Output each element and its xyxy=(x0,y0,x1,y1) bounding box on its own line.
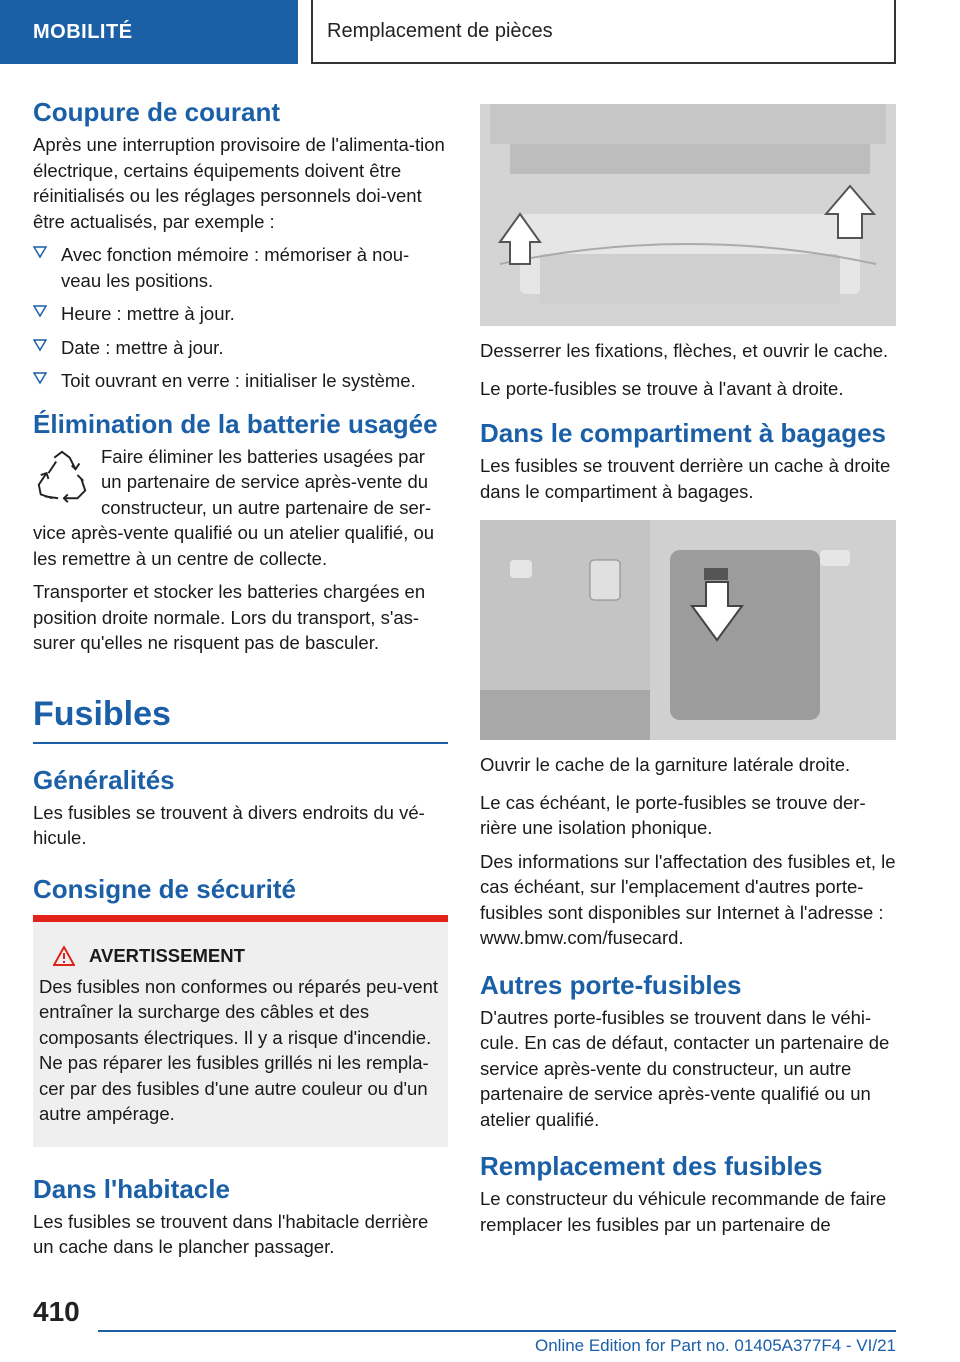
warning-label: AVERTISSEMENT xyxy=(89,944,245,966)
warning-text: Des fusibles non conformes ou réparés peu-vent entraîner la surcharge des câbles et des composants électriques. Il y a risque d'incendie. Ne pas réparer les fusibles grillés ni les rempla-cer par des fusibles d'une autre couleur ou d'un autre ampérage. xyxy=(39,975,438,1124)
autres-text: D'autres porte-fusibles se trouvent dans le véhi-cule. En cas de défaut, contacter un partenaire de service après-vente du constructeur, un autre partenaire de service après-vente qualifié ou un atelier qualifié. xyxy=(480,1006,890,1130)
recycle-icon xyxy=(33,448,91,506)
right-text-3: Des informations sur l'affectation des fusibles et, le cas échéant, sur l'emplacement d'autres porte-fusibles sont disponibles sur Internet à l'adresse : www.bmw.com/fusecard. xyxy=(480,850,896,948)
heading-fusibles: Fusibles xyxy=(33,694,171,733)
bullet-list xyxy=(33,242,448,394)
photo-passenger-floor xyxy=(480,104,896,326)
bullet-triangle-icon xyxy=(33,371,47,385)
footer-rule xyxy=(98,1330,896,1332)
photo-illustration xyxy=(480,520,896,740)
list-item-text: Avec fonction mémoire : mémoriser à nou-veau les positions. xyxy=(61,244,410,291)
heading-generalites: Généralités xyxy=(33,764,175,795)
list-item xyxy=(33,335,448,361)
generalites-text: Les fusibles se trouvent à divers endroits du vé-hicule. xyxy=(33,801,425,848)
page-header xyxy=(0,0,960,66)
footer-edition: Online Edition for Part no. 01405A377F4 - VI/21 xyxy=(534,1336,896,1355)
list-item xyxy=(33,242,448,293)
list-item-text: Date : mettre à jour. xyxy=(61,336,224,358)
caption-2: Ouvrir le cache de la garniture latérale droite. xyxy=(480,754,851,775)
coupure-text: Après une interruption provisoire de l'alimenta-tion électrique, certains équipements doivent être réinitialisés ou les réglages personnels doi-vent être actualisés, par exemple : xyxy=(33,134,445,232)
heading-remplacement: Remplacement des fusibles xyxy=(480,1151,823,1181)
list-item-text: Toit ouvrant en verre : initialiser le système. xyxy=(61,370,416,391)
section-tab: MOBILITÉ xyxy=(0,0,298,64)
list-item-text: Heure : mettre à jour. xyxy=(61,303,235,324)
elimination-text-2: Transporter et stocker les batteries chargées en position droite normale. Lors du transport, s'as-surer qu'elles ne risquent pas de basculer. xyxy=(33,581,426,653)
heading-consigne: Consigne de sécurité xyxy=(33,873,296,904)
right-column xyxy=(480,104,896,1245)
left-column xyxy=(33,96,448,1268)
habitacle-text: Les fusibles se trouvent dans l'habitacle derrière un cache dans le plancher passager. xyxy=(33,1210,429,1257)
list-item xyxy=(33,301,448,327)
page-number: 410 xyxy=(33,1296,80,1327)
right-text-1: Le porte-fusibles se trouve à l'avant à droite. xyxy=(480,377,844,399)
bullet-triangle-icon xyxy=(33,245,47,259)
heading-autres: Autres porte-fusibles xyxy=(480,969,742,1000)
right-text-2: Le cas échéant, le porte-fusibles se trouve der-rière une isolation phonique. xyxy=(480,791,866,838)
bagages-text: Les fusibles se trouvent derrière un cache à droite dans le compartiment à bagages. xyxy=(480,455,891,502)
photo-illustration xyxy=(480,104,896,326)
remplacement-text: Le constructeur du véhicule recommande de faire remplacer les fusibles par un partenaire de xyxy=(480,1188,887,1235)
warning-header xyxy=(39,944,442,968)
bullet-triangle-icon xyxy=(33,338,47,352)
elimination-block xyxy=(33,444,448,572)
heading-elimination: Élimination de la batterie usagée xyxy=(33,408,438,439)
warning-box xyxy=(33,915,448,1147)
elimination-text-1: Faire éliminer les batteries usagées par un partenaire de service après-vente du constructeur, un autre partenaire de ser-vice après-vente qualifié ou un atelier qualifié, ou les remettre à un centre de collecte. xyxy=(33,445,435,569)
photo-trunk-side xyxy=(480,520,896,740)
section-rule xyxy=(33,742,448,744)
warning-triangle-icon xyxy=(53,946,75,966)
heading-bagages: Dans le compartiment à bagages xyxy=(480,418,887,448)
chapter-title: Remplacement de pièces xyxy=(311,0,896,64)
caption-1: Desserrer les fixations, flèches, et ouvrir le cache. xyxy=(480,340,889,361)
heading-habitacle: Dans l'habitacle xyxy=(33,1173,230,1204)
list-item xyxy=(33,368,448,394)
heading-coupure: Coupure de courant xyxy=(33,97,281,127)
bullet-triangle-icon xyxy=(33,304,47,318)
